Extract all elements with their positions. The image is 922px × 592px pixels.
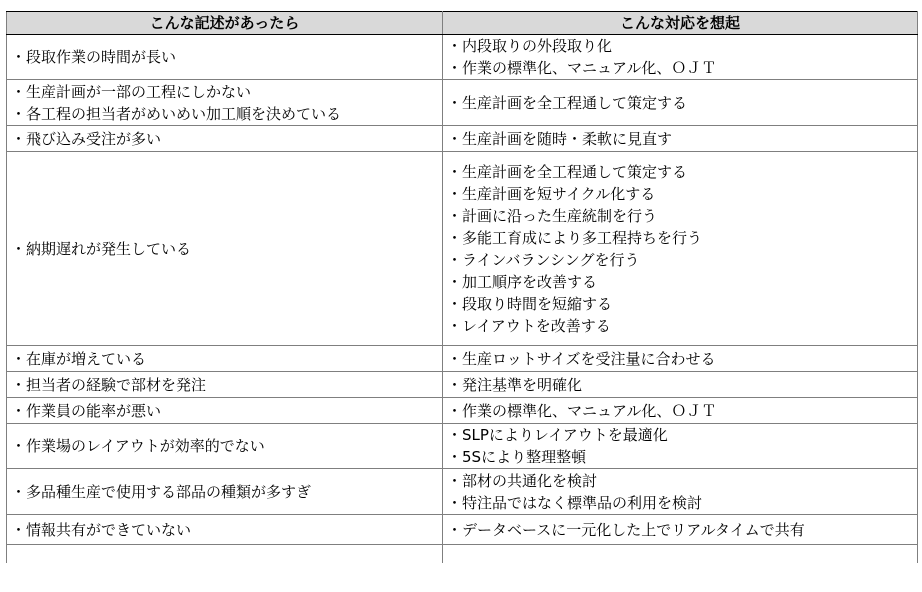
situation-text: ・段取作業の時間が長い: [11, 48, 177, 66]
situation-cell: [7, 126, 443, 152]
response-text: ・部材の共通化を検討: [447, 471, 598, 490]
response-cell: [443, 398, 918, 424]
response-cell: [443, 372, 918, 398]
situation-text: ・多品種生産で使用する部品の種類が多すぎ: [11, 482, 312, 501]
response-cell: [443, 80, 918, 126]
table-row: [7, 372, 918, 398]
response-text: ・内段取りの外段取り化: [447, 37, 613, 55]
header-right: こんな対応を想起: [443, 12, 918, 35]
response-text: ・5Sにより整理整頓: [447, 448, 587, 466]
response-text: ・生産ロットサイズを受注量に合わせる: [447, 349, 716, 368]
situation-cell: [7, 469, 443, 515]
table-row: [7, 126, 918, 152]
response-cell: [443, 346, 918, 372]
situation-cell: [7, 398, 443, 424]
header-left: こんな記述があったら: [7, 12, 443, 35]
response-text: ・ラインバランシングを行う: [447, 250, 640, 269]
response-text: ・データベースに一元化した上でリアルタイムで共有: [447, 520, 805, 539]
situation-cell: [7, 152, 443, 346]
situation-text: ・各工程の担当者がめいめい加工順を決めている: [11, 104, 342, 123]
situation-text: ・納期遅れが発生している: [11, 239, 192, 258]
response-text: ・発注基準を明確化: [447, 375, 583, 394]
table-row: [7, 152, 918, 346]
response-text: ・生産計画を短サイクル化する: [447, 184, 656, 203]
situation-cell: [7, 424, 443, 469]
table-row: [7, 515, 918, 545]
response-cell: [443, 545, 918, 563]
response-text: ・段取り時間を短縮する: [447, 294, 613, 313]
response-text: ・多能工育成により多工程持ちを行う: [447, 228, 703, 247]
response-text: ・生産計画を全工程通して策定する: [447, 162, 688, 181]
response-cell: [443, 469, 918, 515]
table-row: [7, 545, 918, 563]
response-text: ・レイアウトを改善する: [447, 316, 611, 335]
response-text: ・加工順序を改善する: [447, 272, 598, 291]
response-cell: [443, 515, 918, 545]
response-text: ・SLPによりレイアウトを最適化: [447, 426, 668, 444]
table-body: [7, 35, 918, 563]
situation-cell: [7, 515, 443, 545]
situation-text: ・飛び込み受注が多い: [11, 129, 162, 148]
table-row: [7, 80, 918, 126]
table-row: [7, 398, 918, 424]
header-row: [7, 12, 918, 35]
table-row: [7, 35, 918, 80]
response-cell: [443, 126, 918, 152]
table-row: [7, 346, 918, 372]
situation-text: ・生産計画が一部の工程にしかない: [11, 82, 252, 101]
situation-text: ・作業員の能率が悪い: [11, 401, 162, 420]
response-text: ・計画に沿った生産統制を行う: [447, 206, 658, 225]
situation-cell: [7, 80, 443, 126]
condition-response-table: [6, 11, 918, 563]
situation-cell: [7, 346, 443, 372]
response-cell: [443, 35, 918, 80]
response-text: ・特注品ではなく標準品の利用を検討: [447, 493, 703, 512]
situation-text: ・担当者の経験で部材を発注: [11, 375, 207, 394]
response-text: ・作業の標準化、マニュアル化、ＯＪＴ: [447, 59, 717, 77]
situation-text: ・情報共有ができていない: [11, 520, 192, 539]
table-row: [7, 469, 918, 515]
response-text: ・作業の標準化、マニュアル化、ＯＪＴ: [447, 401, 717, 420]
response-cell: [443, 424, 918, 469]
response-cell: [443, 152, 918, 346]
response-text: ・生産計画を全工程通して策定する: [447, 93, 688, 112]
response-text: ・生産計画を随時・柔軟に見直す: [447, 129, 673, 148]
situation-text: ・作業場のレイアウトが効率的でない: [11, 437, 265, 455]
situation-text: ・在庫が増えている: [11, 349, 147, 368]
table-row: [7, 424, 918, 469]
situation-cell: [7, 372, 443, 398]
situation-cell: [7, 35, 443, 80]
situation-cell: [7, 545, 443, 563]
